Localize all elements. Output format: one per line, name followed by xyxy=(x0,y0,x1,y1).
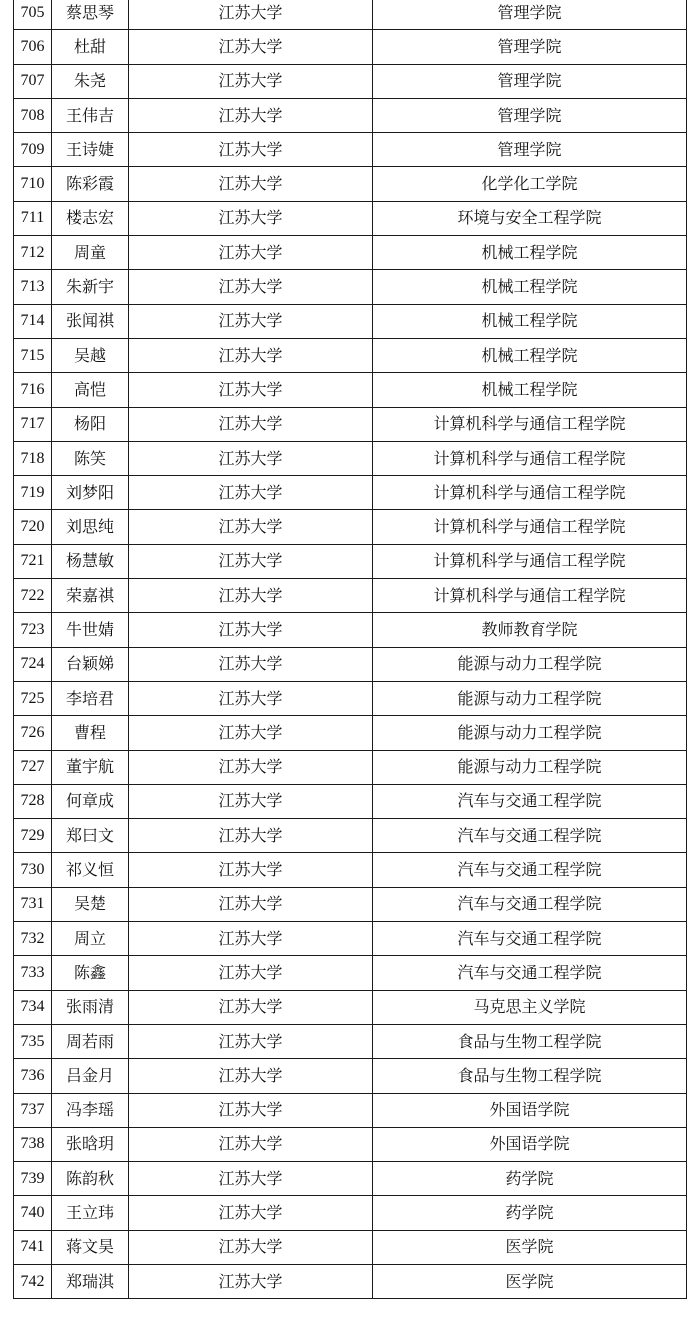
table-row xyxy=(14,681,687,715)
student-name-cell: 牛世婧 xyxy=(52,613,129,647)
student-name-cell: 李培君 xyxy=(52,681,129,715)
university-cell: 江苏大学 xyxy=(129,1127,373,1161)
school-cell: 教师教育学院 xyxy=(373,613,687,647)
row-number-cell: 719 xyxy=(14,476,52,510)
student-name-cell: 王伟吉 xyxy=(52,98,129,132)
table-row xyxy=(14,236,687,270)
university-cell: 江苏大学 xyxy=(129,819,373,853)
row-number-cell: 710 xyxy=(14,167,52,201)
student-name-cell: 朱新宇 xyxy=(52,270,129,304)
table-row xyxy=(14,64,687,98)
university-cell: 江苏大学 xyxy=(129,338,373,372)
school-cell: 计算机科学与通信工程学院 xyxy=(373,441,687,475)
table-row xyxy=(14,1196,687,1230)
row-number-cell: 724 xyxy=(14,647,52,681)
table-row xyxy=(14,373,687,407)
school-cell: 马克思主义学院 xyxy=(373,990,687,1024)
university-cell: 江苏大学 xyxy=(129,270,373,304)
row-number-cell: 716 xyxy=(14,373,52,407)
table-row xyxy=(14,784,687,818)
table-row xyxy=(14,613,687,647)
table-row xyxy=(14,647,687,681)
university-cell: 江苏大学 xyxy=(129,544,373,578)
row-number-cell: 709 xyxy=(14,133,52,167)
row-number-cell: 737 xyxy=(14,1093,52,1127)
table-row xyxy=(14,716,687,750)
table-row xyxy=(14,476,687,510)
row-number-cell: 731 xyxy=(14,887,52,921)
school-cell: 计算机科学与通信工程学院 xyxy=(373,544,687,578)
student-name-cell: 台颖娣 xyxy=(52,647,129,681)
school-cell: 机械工程学院 xyxy=(373,270,687,304)
student-name-cell: 郑瑞淇 xyxy=(52,1264,129,1298)
school-cell: 医学院 xyxy=(373,1230,687,1264)
university-cell: 江苏大学 xyxy=(129,1162,373,1196)
table-row xyxy=(14,990,687,1024)
university-cell: 江苏大学 xyxy=(129,407,373,441)
row-number-cell: 712 xyxy=(14,236,52,270)
student-name-cell: 朱尧 xyxy=(52,64,129,98)
row-number-cell: 705 xyxy=(14,0,52,30)
university-cell: 江苏大学 xyxy=(129,579,373,613)
university-cell: 江苏大学 xyxy=(129,0,373,30)
student-name-cell: 吴越 xyxy=(52,338,129,372)
row-number-cell: 725 xyxy=(14,681,52,715)
school-cell: 管理学院 xyxy=(373,30,687,64)
school-cell: 化学化工学院 xyxy=(373,167,687,201)
school-cell: 计算机科学与通信工程学院 xyxy=(373,476,687,510)
school-cell: 汽车与交通工程学院 xyxy=(373,922,687,956)
row-number-cell: 733 xyxy=(14,956,52,990)
table-row xyxy=(14,750,687,784)
school-cell: 食品与生物工程学院 xyxy=(373,1024,687,1058)
row-number-cell: 715 xyxy=(14,338,52,372)
school-cell: 能源与动力工程学院 xyxy=(373,716,687,750)
row-number-cell: 722 xyxy=(14,579,52,613)
school-cell: 能源与动力工程学院 xyxy=(373,750,687,784)
table-row xyxy=(14,201,687,235)
table-row xyxy=(14,853,687,887)
university-cell: 江苏大学 xyxy=(129,1024,373,1058)
university-cell: 江苏大学 xyxy=(129,201,373,235)
university-cell: 江苏大学 xyxy=(129,956,373,990)
table-row xyxy=(14,0,687,30)
table-body xyxy=(14,0,687,1299)
school-cell: 管理学院 xyxy=(373,64,687,98)
row-number-cell: 736 xyxy=(14,1059,52,1093)
row-number-cell: 728 xyxy=(14,784,52,818)
student-name-cell: 杜甜 xyxy=(52,30,129,64)
row-number-cell: 738 xyxy=(14,1127,52,1161)
table-row xyxy=(14,98,687,132)
student-name-cell: 吴楚 xyxy=(52,887,129,921)
table-row xyxy=(14,304,687,338)
student-name-cell: 祁义恒 xyxy=(52,853,129,887)
university-cell: 江苏大学 xyxy=(129,133,373,167)
school-cell: 医学院 xyxy=(373,1264,687,1298)
student-name-cell: 周立 xyxy=(52,922,129,956)
university-cell: 江苏大学 xyxy=(129,647,373,681)
university-cell: 江苏大学 xyxy=(129,510,373,544)
student-name-cell: 蒋文昊 xyxy=(52,1230,129,1264)
student-name-cell: 董宇航 xyxy=(52,750,129,784)
row-number-cell: 735 xyxy=(14,1024,52,1058)
table-row xyxy=(14,133,687,167)
university-cell: 江苏大学 xyxy=(129,887,373,921)
table-row xyxy=(14,1059,687,1093)
student-name-cell: 荣嘉祺 xyxy=(52,579,129,613)
student-name-cell: 王诗婕 xyxy=(52,133,129,167)
table-row xyxy=(14,1127,687,1161)
school-cell: 汽车与交通工程学院 xyxy=(373,853,687,887)
student-name-cell: 陈韵秋 xyxy=(52,1162,129,1196)
school-cell: 管理学院 xyxy=(373,133,687,167)
school-cell: 机械工程学院 xyxy=(373,338,687,372)
row-number-cell: 711 xyxy=(14,201,52,235)
table-row xyxy=(14,441,687,475)
row-number-cell: 739 xyxy=(14,1162,52,1196)
student-name-cell: 张晗玥 xyxy=(52,1127,129,1161)
table-row xyxy=(14,1162,687,1196)
university-cell: 江苏大学 xyxy=(129,750,373,784)
university-cell: 江苏大学 xyxy=(129,681,373,715)
table-row xyxy=(14,407,687,441)
university-cell: 江苏大学 xyxy=(129,167,373,201)
university-cell: 江苏大学 xyxy=(129,716,373,750)
university-cell: 江苏大学 xyxy=(129,784,373,818)
table-row xyxy=(14,270,687,304)
row-number-cell: 706 xyxy=(14,30,52,64)
table-row xyxy=(14,30,687,64)
school-cell: 汽车与交通工程学院 xyxy=(373,784,687,818)
university-cell: 江苏大学 xyxy=(129,613,373,647)
student-name-cell: 楼志宏 xyxy=(52,201,129,235)
student-name-cell: 何章成 xyxy=(52,784,129,818)
row-number-cell: 708 xyxy=(14,98,52,132)
table-row xyxy=(14,510,687,544)
row-number-cell: 740 xyxy=(14,1196,52,1230)
student-name-cell: 陈鑫 xyxy=(52,956,129,990)
student-name-cell: 周童 xyxy=(52,236,129,270)
school-cell: 汽车与交通工程学院 xyxy=(373,887,687,921)
school-cell: 环境与安全工程学院 xyxy=(373,201,687,235)
school-cell: 计算机科学与通信工程学院 xyxy=(373,579,687,613)
student-name-cell: 陈笑 xyxy=(52,441,129,475)
university-cell: 江苏大学 xyxy=(129,922,373,956)
table-row xyxy=(14,1093,687,1127)
university-cell: 江苏大学 xyxy=(129,853,373,887)
student-name-cell: 蔡思琴 xyxy=(52,0,129,30)
student-name-cell: 张闻祺 xyxy=(52,304,129,338)
table-row xyxy=(14,338,687,372)
university-cell: 江苏大学 xyxy=(129,1196,373,1230)
student-name-cell: 刘梦阳 xyxy=(52,476,129,510)
university-cell: 江苏大学 xyxy=(129,990,373,1024)
row-number-cell: 720 xyxy=(14,510,52,544)
university-cell: 江苏大学 xyxy=(129,304,373,338)
student-name-cell: 冯李瑶 xyxy=(52,1093,129,1127)
student-name-cell: 吕金月 xyxy=(52,1059,129,1093)
university-cell: 江苏大学 xyxy=(129,1059,373,1093)
student-name-cell: 刘思纯 xyxy=(52,510,129,544)
row-number-cell: 730 xyxy=(14,853,52,887)
school-cell: 药学院 xyxy=(373,1162,687,1196)
row-number-cell: 717 xyxy=(14,407,52,441)
school-cell: 机械工程学院 xyxy=(373,304,687,338)
university-cell: 江苏大学 xyxy=(129,98,373,132)
student-name-cell: 杨阳 xyxy=(52,407,129,441)
university-cell: 江苏大学 xyxy=(129,64,373,98)
university-cell: 江苏大学 xyxy=(129,1093,373,1127)
university-cell: 江苏大学 xyxy=(129,476,373,510)
school-cell: 外国语学院 xyxy=(373,1127,687,1161)
university-cell: 江苏大学 xyxy=(129,441,373,475)
school-cell: 计算机科学与通信工程学院 xyxy=(373,510,687,544)
row-number-cell: 727 xyxy=(14,750,52,784)
table-row xyxy=(14,956,687,990)
table-row xyxy=(14,167,687,201)
row-number-cell: 721 xyxy=(14,544,52,578)
student-name-cell: 王立玮 xyxy=(52,1196,129,1230)
school-cell: 外国语学院 xyxy=(373,1093,687,1127)
university-cell: 江苏大学 xyxy=(129,236,373,270)
school-cell: 机械工程学院 xyxy=(373,236,687,270)
row-number-cell: 714 xyxy=(14,304,52,338)
row-number-cell: 718 xyxy=(14,441,52,475)
school-cell: 能源与动力工程学院 xyxy=(373,647,687,681)
row-number-cell: 732 xyxy=(14,922,52,956)
school-cell: 管理学院 xyxy=(373,0,687,30)
table-row xyxy=(14,1264,687,1298)
student-name-cell: 曹程 xyxy=(52,716,129,750)
university-cell: 江苏大学 xyxy=(129,30,373,64)
row-number-cell: 729 xyxy=(14,819,52,853)
student-name-cell: 张雨清 xyxy=(52,990,129,1024)
school-cell: 食品与生物工程学院 xyxy=(373,1059,687,1093)
student-name-cell: 杨慧敏 xyxy=(52,544,129,578)
student-name-cell: 高恺 xyxy=(52,373,129,407)
table-row xyxy=(14,922,687,956)
school-cell: 管理学院 xyxy=(373,98,687,132)
row-number-cell: 741 xyxy=(14,1230,52,1264)
university-cell: 江苏大学 xyxy=(129,1230,373,1264)
table-row xyxy=(14,819,687,853)
table-row xyxy=(14,887,687,921)
school-cell: 计算机科学与通信工程学院 xyxy=(373,407,687,441)
school-cell: 能源与动力工程学院 xyxy=(373,681,687,715)
university-cell: 江苏大学 xyxy=(129,373,373,407)
university-cell: 江苏大学 xyxy=(129,1264,373,1298)
school-cell: 汽车与交通工程学院 xyxy=(373,956,687,990)
school-cell: 机械工程学院 xyxy=(373,373,687,407)
school-cell: 汽车与交通工程学院 xyxy=(373,819,687,853)
student-name-cell: 陈彩霞 xyxy=(52,167,129,201)
table-row xyxy=(14,1024,687,1058)
table-row xyxy=(14,544,687,578)
student-name-cell: 周若雨 xyxy=(52,1024,129,1058)
name-list-table xyxy=(13,0,687,1299)
row-number-cell: 734 xyxy=(14,990,52,1024)
row-number-cell: 713 xyxy=(14,270,52,304)
row-number-cell: 726 xyxy=(14,716,52,750)
table-row xyxy=(14,1230,687,1264)
student-name-cell: 郑曰文 xyxy=(52,819,129,853)
school-cell: 药学院 xyxy=(373,1196,687,1230)
row-number-cell: 742 xyxy=(14,1264,52,1298)
table-row xyxy=(14,579,687,613)
row-number-cell: 723 xyxy=(14,613,52,647)
row-number-cell: 707 xyxy=(14,64,52,98)
